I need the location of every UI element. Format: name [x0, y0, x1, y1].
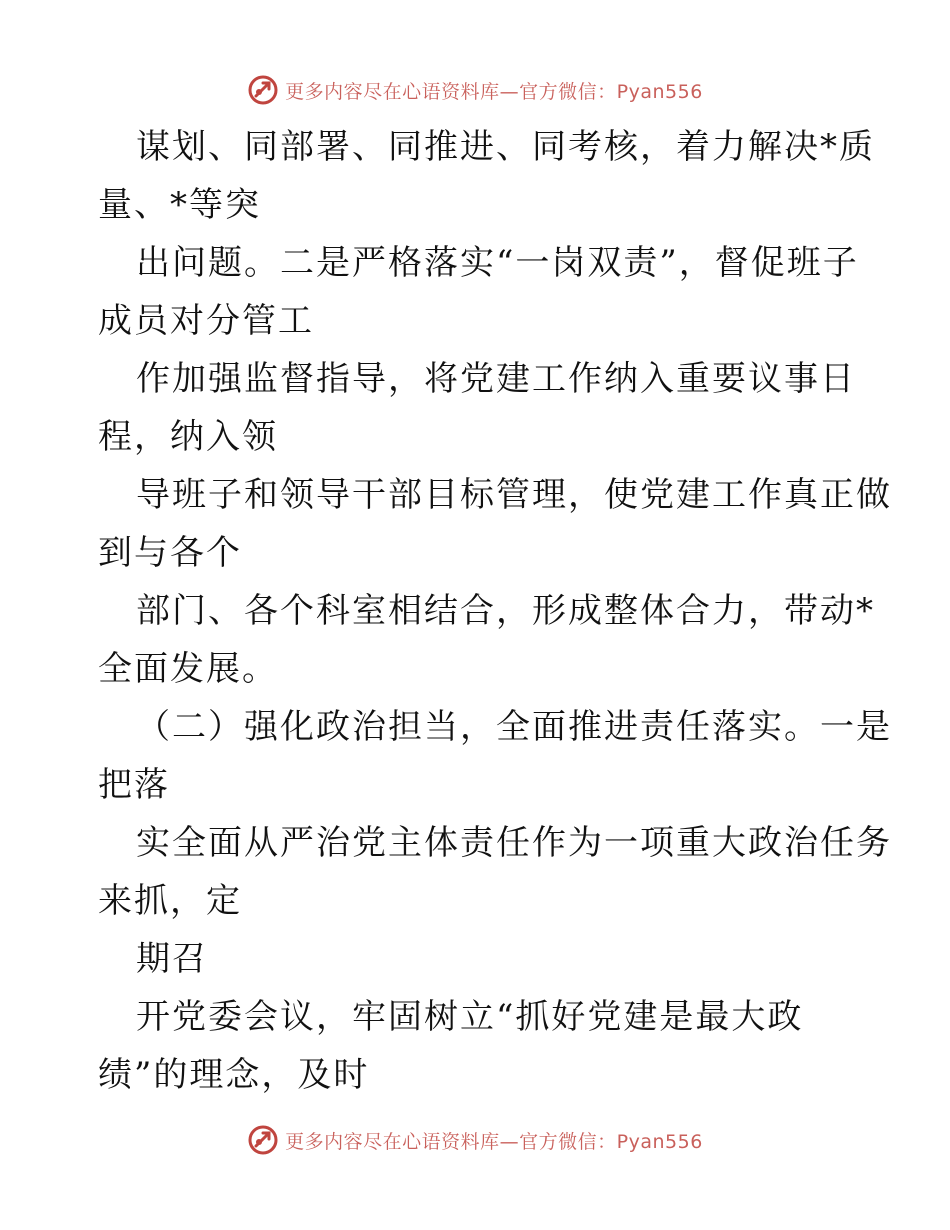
text-line: 谋划、同部署、同推进、同考核，着力解决*质: [136, 127, 875, 167]
text-line: （二）强化政治担当，全面推进责任落实。一是: [136, 707, 892, 747]
text-line: 实全面从严治党主体责任作为一项重大政治任务: [136, 823, 892, 863]
footer-watermark-banner: [0, 1120, 950, 1160]
text-line: 部门、各个科室相结合，形成整体合力，带动*: [136, 591, 875, 631]
text-line: 把落: [98, 765, 170, 805]
text-line: 出问题。二是严格落实“一岗双责”，督促班子: [136, 243, 859, 283]
text-line: 开党委会议，牢固树立“抓好党建是最大政: [136, 997, 804, 1037]
logo-icon: [247, 1124, 279, 1156]
footer-banner-text: 更多内容尽在心语资料库—官方微信：Pyan556: [285, 1130, 703, 1153]
text-line: 导班子和领导干部目标管理，使党建工作真正做: [136, 475, 892, 515]
text-line: 来抓，定: [98, 881, 242, 921]
text-line: 全面发展。: [98, 649, 278, 689]
logo-icon: [247, 74, 279, 106]
text-line: 程，纳入领: [98, 417, 278, 457]
text-line: 绩”的理念，及时: [98, 1055, 370, 1095]
text-line: 到与各个: [98, 533, 242, 573]
text-line: 期召: [136, 939, 208, 979]
text-line: 成员对分管工: [98, 301, 314, 341]
header-banner-text: 更多内容尽在心语资料库—官方微信：Pyan556: [285, 80, 703, 103]
document-body: [98, 118, 892, 1104]
text-line: 量、*等突: [98, 185, 261, 225]
header-watermark-banner: [0, 70, 950, 110]
text-line: 作加强监督指导，将党建工作纳入重要议事日: [136, 359, 856, 399]
